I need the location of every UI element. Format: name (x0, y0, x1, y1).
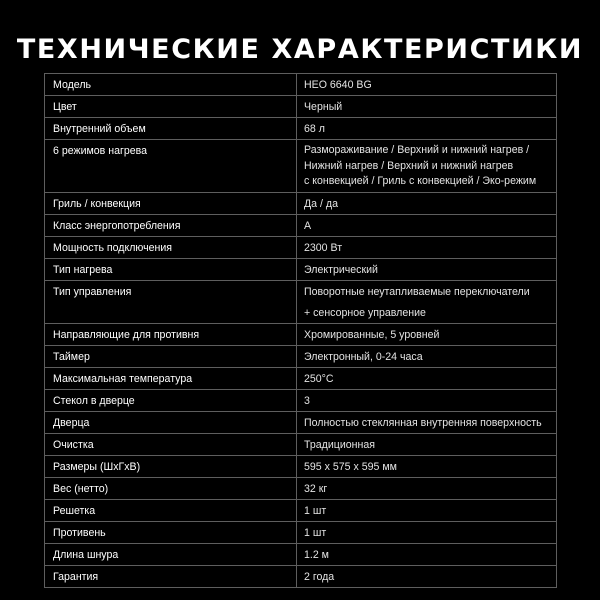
table-row (45, 433, 557, 455)
spec-value-line: Поворотные неутапливаемые переключатели (304, 285, 530, 298)
table-row (45, 140, 557, 193)
spec-value-line: Размораживание / Верхний и нижний нагрев / (304, 144, 530, 156)
spec-value: 1.2 м (297, 543, 557, 565)
spec-label: Дверца (45, 411, 297, 433)
table-row (45, 280, 557, 323)
spec-label: Тип управления (45, 280, 297, 323)
spec-value: Да / да (297, 192, 557, 214)
table-row (45, 367, 557, 389)
spec-value: 1 шт (297, 499, 557, 521)
spec-label: Направляющие для противня (45, 323, 297, 345)
table-row (45, 521, 557, 543)
spec-label: Максимальная температура (45, 367, 297, 389)
spec-value: HEO 6640 BG (297, 74, 557, 96)
spec-label: Размеры (ШхГхВ) (45, 455, 297, 477)
spec-value: 2 года (297, 565, 557, 587)
table-row (45, 118, 557, 140)
spec-value: Хромированные, 5 уровней (297, 323, 557, 345)
table-row (45, 389, 557, 411)
spec-label: Цвет (45, 96, 297, 118)
spec-value: 2300 Вт (297, 236, 557, 258)
spec-value: Электронный, 0-24 часа (297, 345, 557, 367)
spec-value: Традиционная (297, 433, 557, 455)
spec-value: 3 (297, 389, 557, 411)
spec-value: A (297, 214, 557, 236)
table-row (45, 477, 557, 499)
spec-value-line: + сенсорное управление (304, 306, 426, 319)
spec-label: Гриль / конвекция (45, 192, 297, 214)
table-row (45, 565, 557, 587)
spec-label: 6 режимов нагрева (45, 140, 297, 193)
spec-label: Длина шнура (45, 543, 297, 565)
table-row (45, 192, 557, 214)
spec-value: 1 шт (297, 521, 557, 543)
spec-label: Внутренний объем (45, 118, 297, 140)
spec-label: Мощность подключения (45, 236, 297, 258)
spec-label: Класс энергопотребления (45, 214, 297, 236)
spec-value-line: Нижний нагрев / Верхний и нижний нагрев (304, 159, 514, 172)
table-row (45, 214, 557, 236)
table-row (45, 323, 557, 345)
table-row (45, 74, 557, 96)
spec-value: 68 л (297, 118, 557, 140)
spec-value: 32 кг (297, 477, 557, 499)
specs-table (44, 73, 557, 588)
spec-value (297, 140, 557, 193)
table-row (45, 499, 557, 521)
spec-value-line: с конвекцией / Гриль с конвекцией / Эко-режим (304, 175, 537, 188)
table-row (45, 345, 557, 367)
spec-value: 250°C (297, 367, 557, 389)
table-row (45, 543, 557, 565)
spec-label: Очистка (45, 433, 297, 455)
table-row (45, 96, 557, 118)
spec-value: Электрический (297, 258, 557, 280)
spec-value: 595 х 575 х 595 мм (297, 455, 557, 477)
spec-label: Модель (45, 74, 297, 96)
spec-value: Полностью стеклянная внутренняя поверхность (297, 411, 557, 433)
table-row (45, 236, 557, 258)
spec-label: Вес (нетто) (45, 477, 297, 499)
page-title: ТЕХНИЧЕСКИЕ ХАРАКТЕРИСТИКИ (16, 34, 584, 65)
spec-label: Гарантия (45, 565, 297, 587)
spec-label: Тип нагрева (45, 258, 297, 280)
spec-value: Черный (297, 96, 557, 118)
spec-label: Решетка (45, 499, 297, 521)
spec-value (297, 280, 557, 323)
table-row (45, 411, 557, 433)
table-row (45, 258, 557, 280)
spec-label: Таймер (45, 345, 297, 367)
table-row (45, 455, 557, 477)
spec-label: Противень (45, 521, 297, 543)
spec-label: Стекол в дверце (45, 389, 297, 411)
